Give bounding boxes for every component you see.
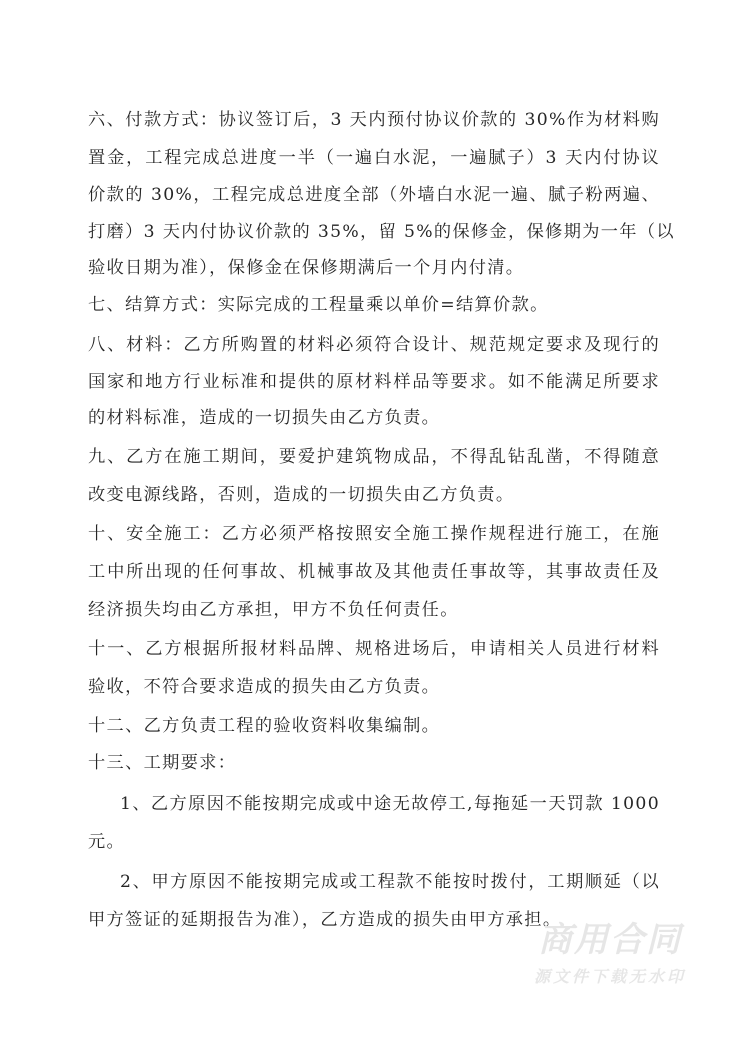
text-line: 十二、乙方负责工程的验收资料收集编制。 <box>88 716 441 736</box>
text-line: 九、乙方在施工期间，要爱护建筑物成品，不得乱钻乱凿，不得随意 <box>88 447 660 467</box>
text-line: 甲方签证的延期报告为准），乙方造成的损失由甲方承担。 <box>88 910 562 930</box>
text-line: 工中所出现的任何事故、机械事故及其他责任事故等，其事故责任及 <box>88 562 660 582</box>
watermark <box>520 920 700 988</box>
text-line: 八、材料：乙方所购置的材料必须符合设计、规范规定要求及现行的 <box>88 335 660 355</box>
text-line: 1、乙方原因不能按期完成或中途无故停工,每拖延一天罚款 1000 <box>120 794 660 814</box>
text-line: 经济损失均由乙方承担，甲方不负任何责任。 <box>88 600 459 620</box>
text-line: 七、结算方式：实际完成的工程量乘以单价=结算价款。 <box>88 295 549 315</box>
text-line: 验收日期为准），保修金在保修期满后一个月内付清。 <box>88 258 525 278</box>
text-line: 价款的 30%，工程完成总进度全部（外墙白水泥一遍、腻子粉两遍、 <box>88 185 660 205</box>
watermark-subtitle: 源文件下载无水印 <box>533 967 686 986</box>
text-line: 置金，工程完成总进度一半（一遍白水泥，一遍腻子）3 天内付协议 <box>88 148 660 168</box>
text-line: 十、安全施工：乙方必须严格按照安全施工操作规程进行施工，在施 <box>88 524 660 544</box>
text-line: 2、甲方原因不能按期完成或工程款不能按时拨付，工期顺延（以 <box>120 872 660 892</box>
text-line: 打磨）3 天内付协议价款的 35%，留 5%的保修金，保修期为一年（以 <box>88 222 675 242</box>
text-line: 改变电源线路，否则，造成的一切损失由乙方负责。 <box>88 485 515 505</box>
text-line: 十三、工期要求： <box>88 753 237 773</box>
text-line: 六、付款方式：协议签订后，3 天内预付协议价款的 30%作为材料购 <box>88 110 660 130</box>
text-line: 验收，不符合要求造成的损失由乙方负责。 <box>88 677 441 697</box>
text-line: 元。 <box>88 832 126 852</box>
text-line: 十一、乙方根据所报材料品牌、规格进场后，申请相关人员进行材料 <box>88 639 660 659</box>
watermark-title: 商用合同 <box>538 920 682 960</box>
text-line: 国家和地方行业标准和提供的原材料样品等要求。如不能满足所要求 <box>88 372 660 392</box>
text-line: 的材料标准，造成的一切损失由乙方负责。 <box>88 408 441 428</box>
